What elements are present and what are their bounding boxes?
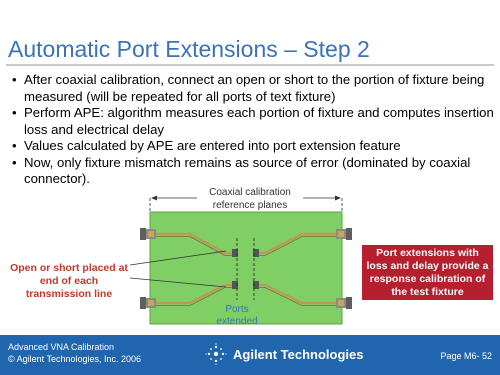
reference-arrowhead-left [151,196,157,201]
spark-logo-icon [205,343,227,365]
connector-left-bottom [140,297,156,309]
callout-text: Port extensions with loss and delay provide a response calibration of the test fixture [366,246,489,298]
reference-arrowhead-right [335,196,341,201]
port-extension-callout [362,245,493,300]
footer-left [8,341,141,365]
course-title: Advanced VNA Calibration [8,342,115,352]
bullet-marker: • [12,154,17,170]
bullet-text: Values calculated by APE are entered into port extension feature [24,138,401,153]
company-logo [205,343,364,365]
slide-title: Automatic Port Extensions – Step 2 [8,36,370,62]
bullet-text: Perform APE: algorithm measures each portion of fixture and computes insertion loss and electrical delay [24,105,494,137]
coax-reference-label: Coaxial calibration reference planes [209,187,291,211]
copyright-text: © Agilent Technologies, Inc. 2006 [8,354,142,364]
connector-right-bottom [336,297,352,309]
ports-extended-label: Ports extended [216,304,258,327]
bullet-marker: • [12,72,17,87]
bullet-marker: • [12,138,17,153]
page-number: Page M6- 52 [440,351,492,361]
open-short-note: Open or short placed at end of each transmission line [10,262,128,300]
bullet-marker: • [12,105,17,120]
bullet-text: After coaxial calibration, connect an open or short to the portion of fixture being measured (will be repeated for all ports of text fixture) [24,72,485,104]
connector-left-top [140,228,156,240]
bullet-text: Now, only fixture mismatch remains as source of error (dominated by coaxial connector). [24,154,471,186]
connector-right-top [336,228,352,240]
company-name: Agilent Technologies [233,346,364,362]
